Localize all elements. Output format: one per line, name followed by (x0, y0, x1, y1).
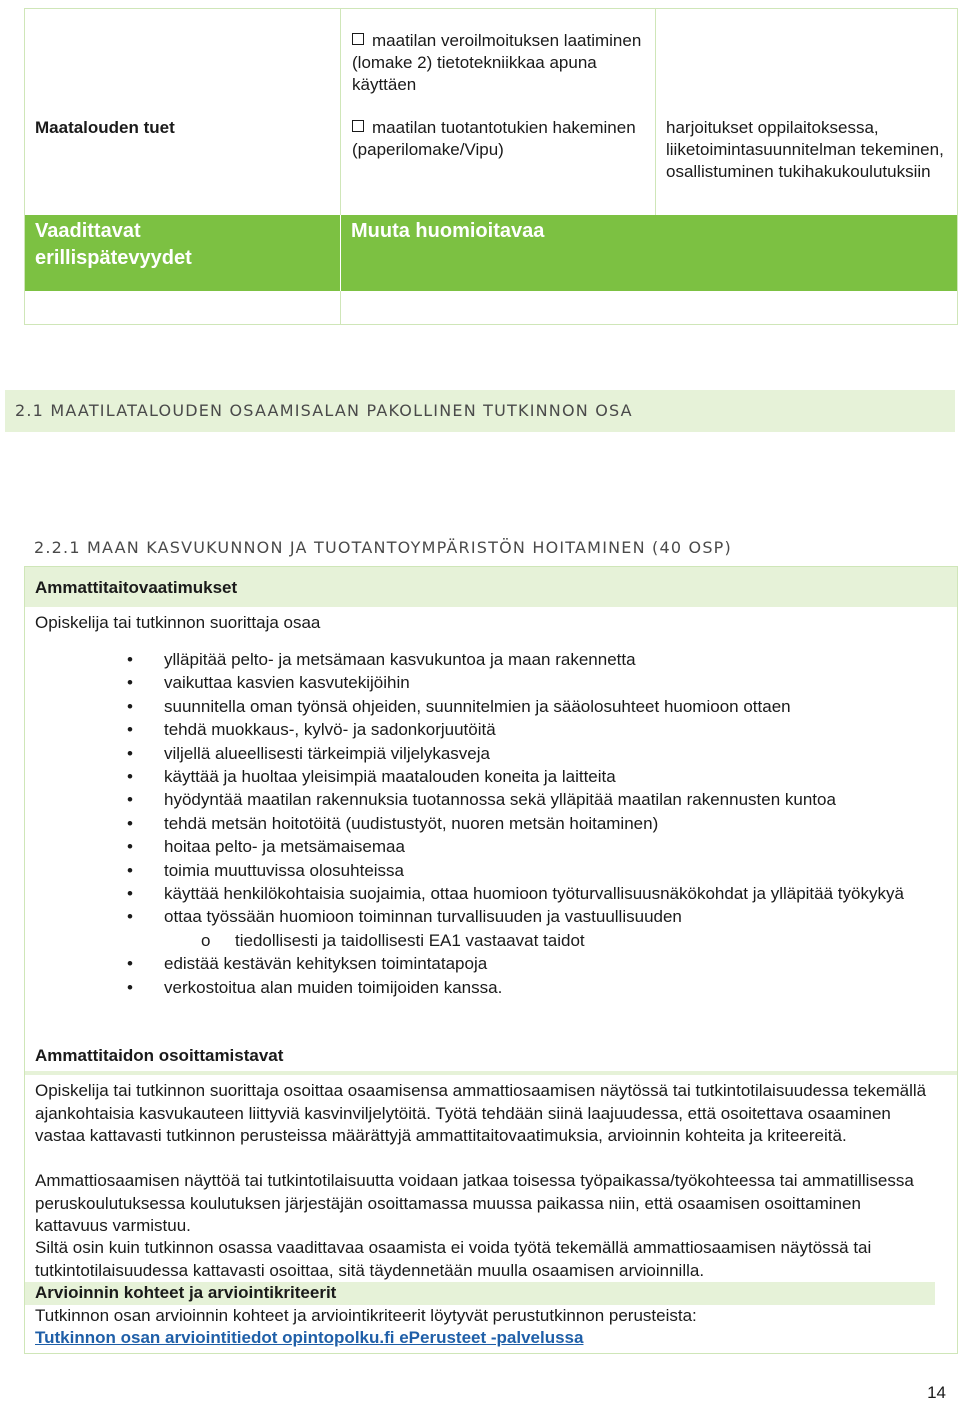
list-item: • suunnitella oman työnsä ohjeiden, suunnitelmien ja sääolosuhteet huomioon ottaen (25, 695, 934, 718)
table-divider (340, 215, 341, 291)
other-notes-label: Muuta huomioitavaa (351, 220, 545, 242)
list-item: • hyödyntää maatilan rakennuksia tuotannossa sekä ylläpitää maatilan rakennusten kuntoa (25, 788, 934, 811)
list-item: • toimia muuttuvissa olosuhteissa (25, 859, 934, 882)
list-item: • käyttää ja huoltaa yleisimpiä maatalouden koneita ja laitteita (25, 765, 934, 788)
requirements-title: Ammattitaitovaatimukset (35, 578, 238, 597)
demonstration-title: Ammattitaidon osoittamistavat (35, 1046, 284, 1065)
demonstration-paragraph-1: Opiskelija tai tutkinnon suorittaja osoittaa osaamisensa ammattiosaamisen näytössä tai tutkintotilaisuudessa tekemällä ajankohtaisia kasvukauteen liittyviä kasvinviljelytöitä. Työtä tehdään siinä laajuudessa, että osoitettava osaaminen vastaa kattavasti tutkinnon perusteissa määrättyjä ammattitaitovaatimuksia, arvioinnin kohteita ja kriteereitä. (35, 1081, 927, 1146)
checkbox-item-tax-return: maatilan veroilmoituksen laatiminen (lomake 2) tietotekniikkaa apuna käyttäen (352, 31, 642, 94)
checkbox-icon (352, 33, 364, 45)
list-item: • edistää kestävän kehityksen toimintatapoja (25, 952, 934, 975)
list-subitem: o tiedollisesti ja taidollisesti EA1 vastaavat taidot (25, 929, 934, 952)
table-divider (655, 9, 656, 215)
checkbox-item-subsidies: maatilan tuotantotukien hakeminen (paperilomake/Vipu) (352, 118, 636, 159)
list-item: • viljellä alueellisesti tärkeimpiä viljelykasveja (25, 742, 934, 765)
assessment-link[interactable]: Tutkinnon osan arviointitiedot opintopolku.fi ePerusteet -palvelussa (35, 1328, 584, 1347)
list-item: • ottaa työssään huomioon toiminnan turvallisuuden ja vastuullisuuden (25, 905, 934, 928)
list-item: • käyttää henkilökohtaisia suojaimia, ottaa huomioon työturvallisuusnäkökohdat ja ylläpitää työkykyä (25, 882, 934, 905)
list-item: • ylläpitää pelto- ja metsämaan kasvukuntoa ja maan rakennetta (25, 648, 934, 671)
assessment-text: Tutkinnon osan arvioinnin kohteet ja arviointikriteerit löytyvät perustutkinnon perusteista: (35, 1306, 697, 1325)
demonstration-band (25, 1071, 957, 1075)
section-heading: 2.1 MAATILATALOUDEN OSAAMISALAN PAKOLLINEN TUTKINNON OSA (5, 390, 955, 432)
page-number: 14 (927, 1383, 946, 1402)
list-item: • vaikuttaa kasvien kasvutekijöihin (25, 671, 934, 694)
demonstration-paragraph-3: Siltä osin kuin tutkinnon osassa vaadittavaa osaamista ei voida työtä tekemällä ammattiosaamisen näytössä tai tutkintotilaisuudessa kattavasti osoittaa, sitä täydennetään muulla osaamisen arvioinnilla. (35, 1238, 872, 1280)
assessment-title: Arvioinnin kohteet ja arviointikriteerit (25, 1282, 935, 1305)
top-table (24, 8, 958, 325)
row-label-maatalouden-tuet: Maatalouden tuet (35, 118, 175, 137)
checkbox-icon (352, 120, 364, 132)
exercise-text: harjoitukset oppilaitoksessa, liiketoimintasuunnitelman tekeminen, osallistuminen tukihakukoulutuksiin (666, 118, 944, 181)
list-item: • hoitaa pelto- ja metsämaisemaa (25, 835, 934, 858)
list-item: • verkostoitua alan muiden toimijoiden kanssa. (25, 976, 934, 999)
list-item: • tehdä muokkaus-, kylvö- ja sadonkorjuutöitä (25, 718, 934, 741)
demonstration-paragraph-2: Ammattiosaamisen näyttöä tai tutkintotilaisuutta voidaan jatkaa toisessa työpaikassa/työkohteessa tai ammatillisessa peruskoulutuksessa koulutuksen järjestäjän osoittamassa muussa paikassa niin, että osaamisen osoittaminen kattavuus varmistuu. (35, 1171, 914, 1236)
list-item: • tehdä metsän hoitotöitä (uudistustyöt, nuoren metsän hoitaminen) (25, 812, 934, 835)
requirements-intro: Opiskelija tai tutkinnon suorittaja osaa (35, 613, 321, 632)
required-qualifications-label: Vaadittavat erillispätevyydet (35, 220, 192, 269)
requirements-list (25, 648, 934, 999)
subsection-heading: 2.2.1 MAAN KASVUKUNNON JA TUOTANTOYMPÄRISTÖN HOITAMINEN (40 OSP) (34, 538, 732, 557)
